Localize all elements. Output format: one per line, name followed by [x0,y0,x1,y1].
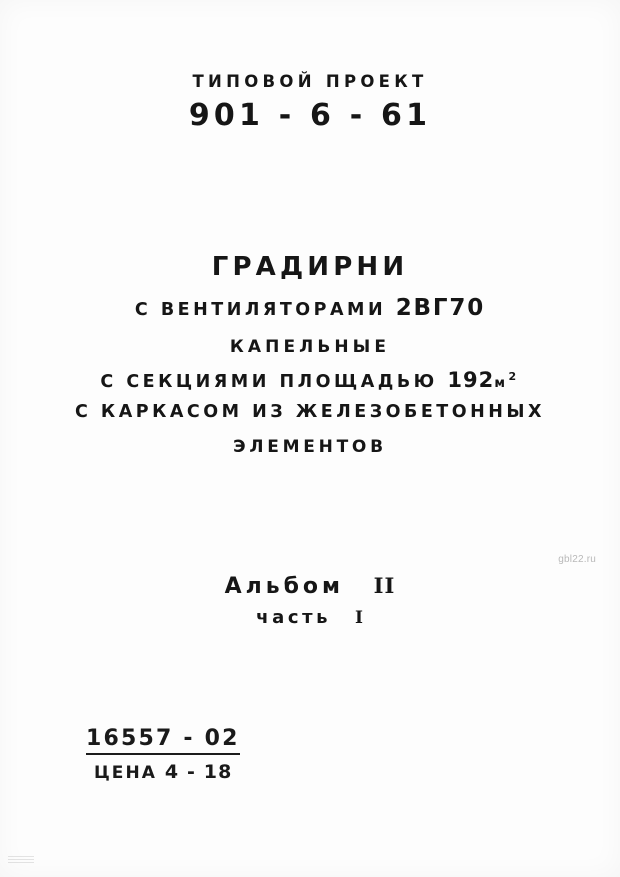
part-label: часть [256,607,332,628]
scan-corner-artifact [8,854,34,863]
price-line [86,761,240,783]
price-label: ЦЕНА [94,763,157,783]
part-line [0,607,620,628]
document-main-title: ГРАДИРНИ [211,252,409,282]
title-line-area-unit-exponent: 2 [508,370,520,384]
title-line-area-value: 192 [447,368,495,392]
title-line-elements: ЭЛЕМЕНТОВ [233,437,387,457]
title-line-area-unit: м [494,376,509,391]
price-value: 4 - 18 [164,761,233,783]
title-line-fans-prefix: С ВЕНТИЛЯТОРАМИ [134,300,387,320]
catalog-code: 16557 - 02 [86,726,240,755]
album-line [0,573,620,599]
title-line-area [0,368,620,392]
album-label: Альбом [224,574,344,599]
title-line-frame: С КАРКАСОМ ИЗ ЖЕЛЕЗОБЕТОННЫХ [74,402,546,422]
title-line-area-prefix: С СЕКЦИЯМИ ПЛОЩАДЬЮ [100,372,438,392]
title-line-fans [0,295,620,321]
title-line-fans-model: 2ВГ70 [395,295,486,321]
footer-block [86,726,240,783]
title-line-type: КАПЕЛЬНЫЕ [229,337,391,357]
project-type-label: ТИПОВОЙ ПРОЕКТ [192,72,428,91]
project-number: 901 - 6 - 61 [188,98,432,133]
part-number: I [355,608,364,628]
site-watermark: gbl22.ru [558,554,596,565]
album-number: II [373,573,396,598]
